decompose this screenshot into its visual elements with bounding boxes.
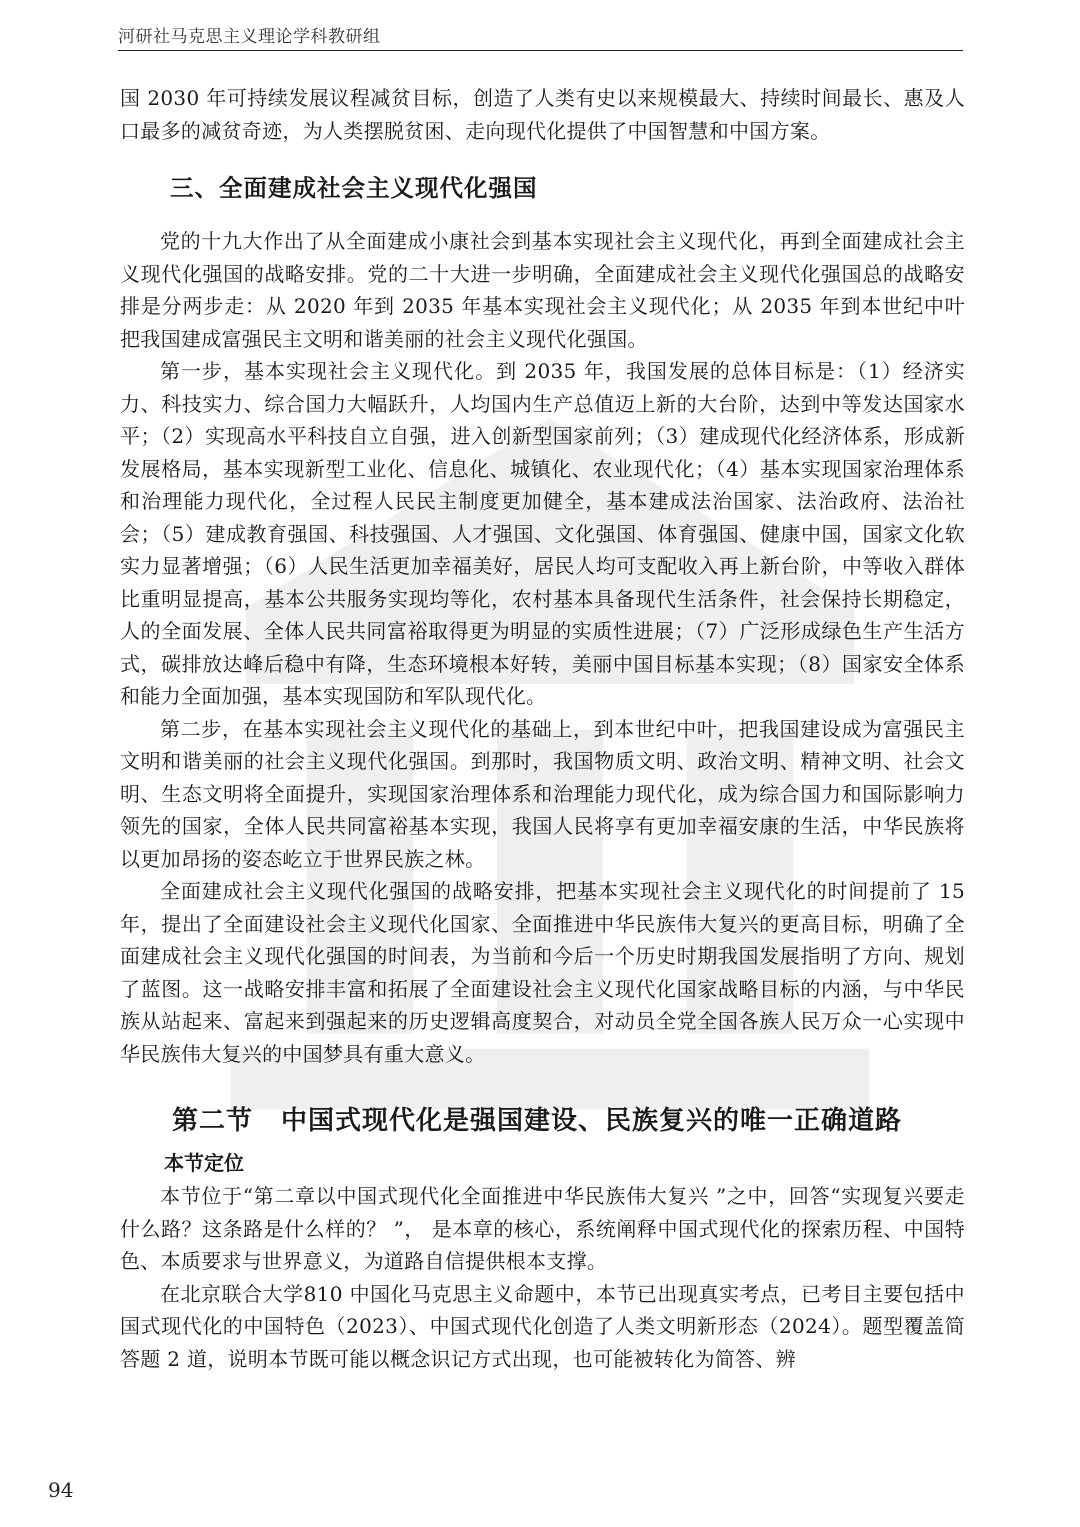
body-paragraph: 第二步，在基本实现社会主义现代化的基础上，到本世纪中叶，把我国建设成为富强民主文明和谐美丽的社会主义现代化强国。到那时，我国物质文明、政治文明、精神文明、社会文明、生态文明将全面提升，实现国家治理体系和治理能力现代化，成为综合国力和国际影响力领先的国家，全体人民共同富裕基本实现，我国人民将享有更加幸福安康的生活，中华民族将以更加昂扬的姿态屹立于世界民族之林。 (120, 716, 965, 871)
continued-paragraph: 国 2030 年可持续发展议程减贫目标，创造了人类有史以来规模最大、持续时间最长、惠及人口最多的减贫奇迹，为人类摆脱贫困、走向现代化提供了中国智慧和中国方案。 (120, 86, 965, 143)
body-paragraph: 本节位于“第二章以中国式现代化全面推进中华民族伟大复兴 ”之中，回答“实现复兴要走什么路？这条路是什么样的？ ”， 是本章的核心，系统阐释中国式现代化的探索历程、中国特色、本质要求与世界意义，为道路自信提供根本支撑。 (120, 1184, 965, 1273)
running-header: 河研社马克思主义理论学科教研组 (118, 22, 963, 51)
chapter-section-number: 第二节 (172, 1106, 254, 1136)
body-paragraph: 第一步，基本实现社会主义现代化。到 2035 年，我国发展的总体目标是：（1）经济实力、科技实力、综合国力大幅跃升，人均国内生产总值迈上新的大台阶，达到中等发达国家水平；（2）实现高水平科技自立自强，进入创新型国家前列；（3）建成现代化经济体系，形成新发展格局，基本实现新型工业化、信息化、城镇化、农业现代化；（4）基本实现国家治理体系和治理能力现代化，全过程人民民主制度更加健全，基本建成法治国家、法治政府、法治社会；（5）建成教育强国、科技强国、人才强国、文化强国、体育强国、健康中国，国家文化软实力显著增强；（6）人民生活更加幸福美好，居民人均可支配收入再上新台阶，中等收入群体比重明显提高，基本公共服务实现均等化，农村基本具备现代生活条件，社会保持长期稳定，人的全面发展、全体人民共同富裕取得更为明显的实质性进展；（7）广泛形成绿色生产生活方式，碳排放达峰后稳中有降，生态环境根本好转，美丽中国目标基本实现；（8）国家安全体系和能力全面加强，基本实现国防和军队现代化。 (120, 359, 965, 708)
chapter-section-name: 中国式现代化是强国建设、民族复兴的唯一正确道路 (281, 1106, 903, 1136)
body-paragraph: 党的十九大作出了从全面建成小康社会到基本实现社会主义现代化，再到全面建成社会主义现代化强国的战略安排。党的二十大进一步明确，全面建成社会主义现代化强国总的战略安排是分两步走：从 2020 年到 2035 年基本实现社会主义现代化；从 2035 年到本世纪中叶把我国建成富强民主文明和谐美丽的社会主义现代化强国。 (120, 229, 965, 351)
page-number: 94 (48, 1478, 74, 1502)
body-paragraph: 全面建成社会主义现代化强国的战略安排，把基本实现社会主义现代化的时间提前了 15 年，提出了全面建设社会主义现代化国家、全面推进中华民族伟大复兴的更高目标，明确了全面建成社会主义现代化强国的时间表，为当前和今后一个历史时期我国发展指明了方向、规划了蓝图。这一战略安排丰富和拓展了全面建设社会主义现代化国家战略目标的内涵，与中华民族从站起来、富起来到强起来的历史逻辑高度契合，对动员全党全国各族人民万众一心实现中华民族伟大复兴的中国梦具有重大意义。 (120, 879, 965, 1066)
page-content (120, 82, 965, 1375)
body-paragraph: 在北京联合大学810 中国化马克思主义命题中，本节已出现真实考点，已考目主要包括中国式现代化的中国特色（2023）、中国式现代化创造了人类文明新形态（2024）。题型覆盖简答题 2 道，说明本节既可能以概念识记方式出现，也可能被转化为简答、辨 (120, 1281, 965, 1371)
subheading: 本节定位 (164, 1151, 244, 1175)
section-heading: 三、全面建成社会主义现代化强国 (170, 174, 538, 202)
chapter-section-title (172, 1100, 965, 1137)
